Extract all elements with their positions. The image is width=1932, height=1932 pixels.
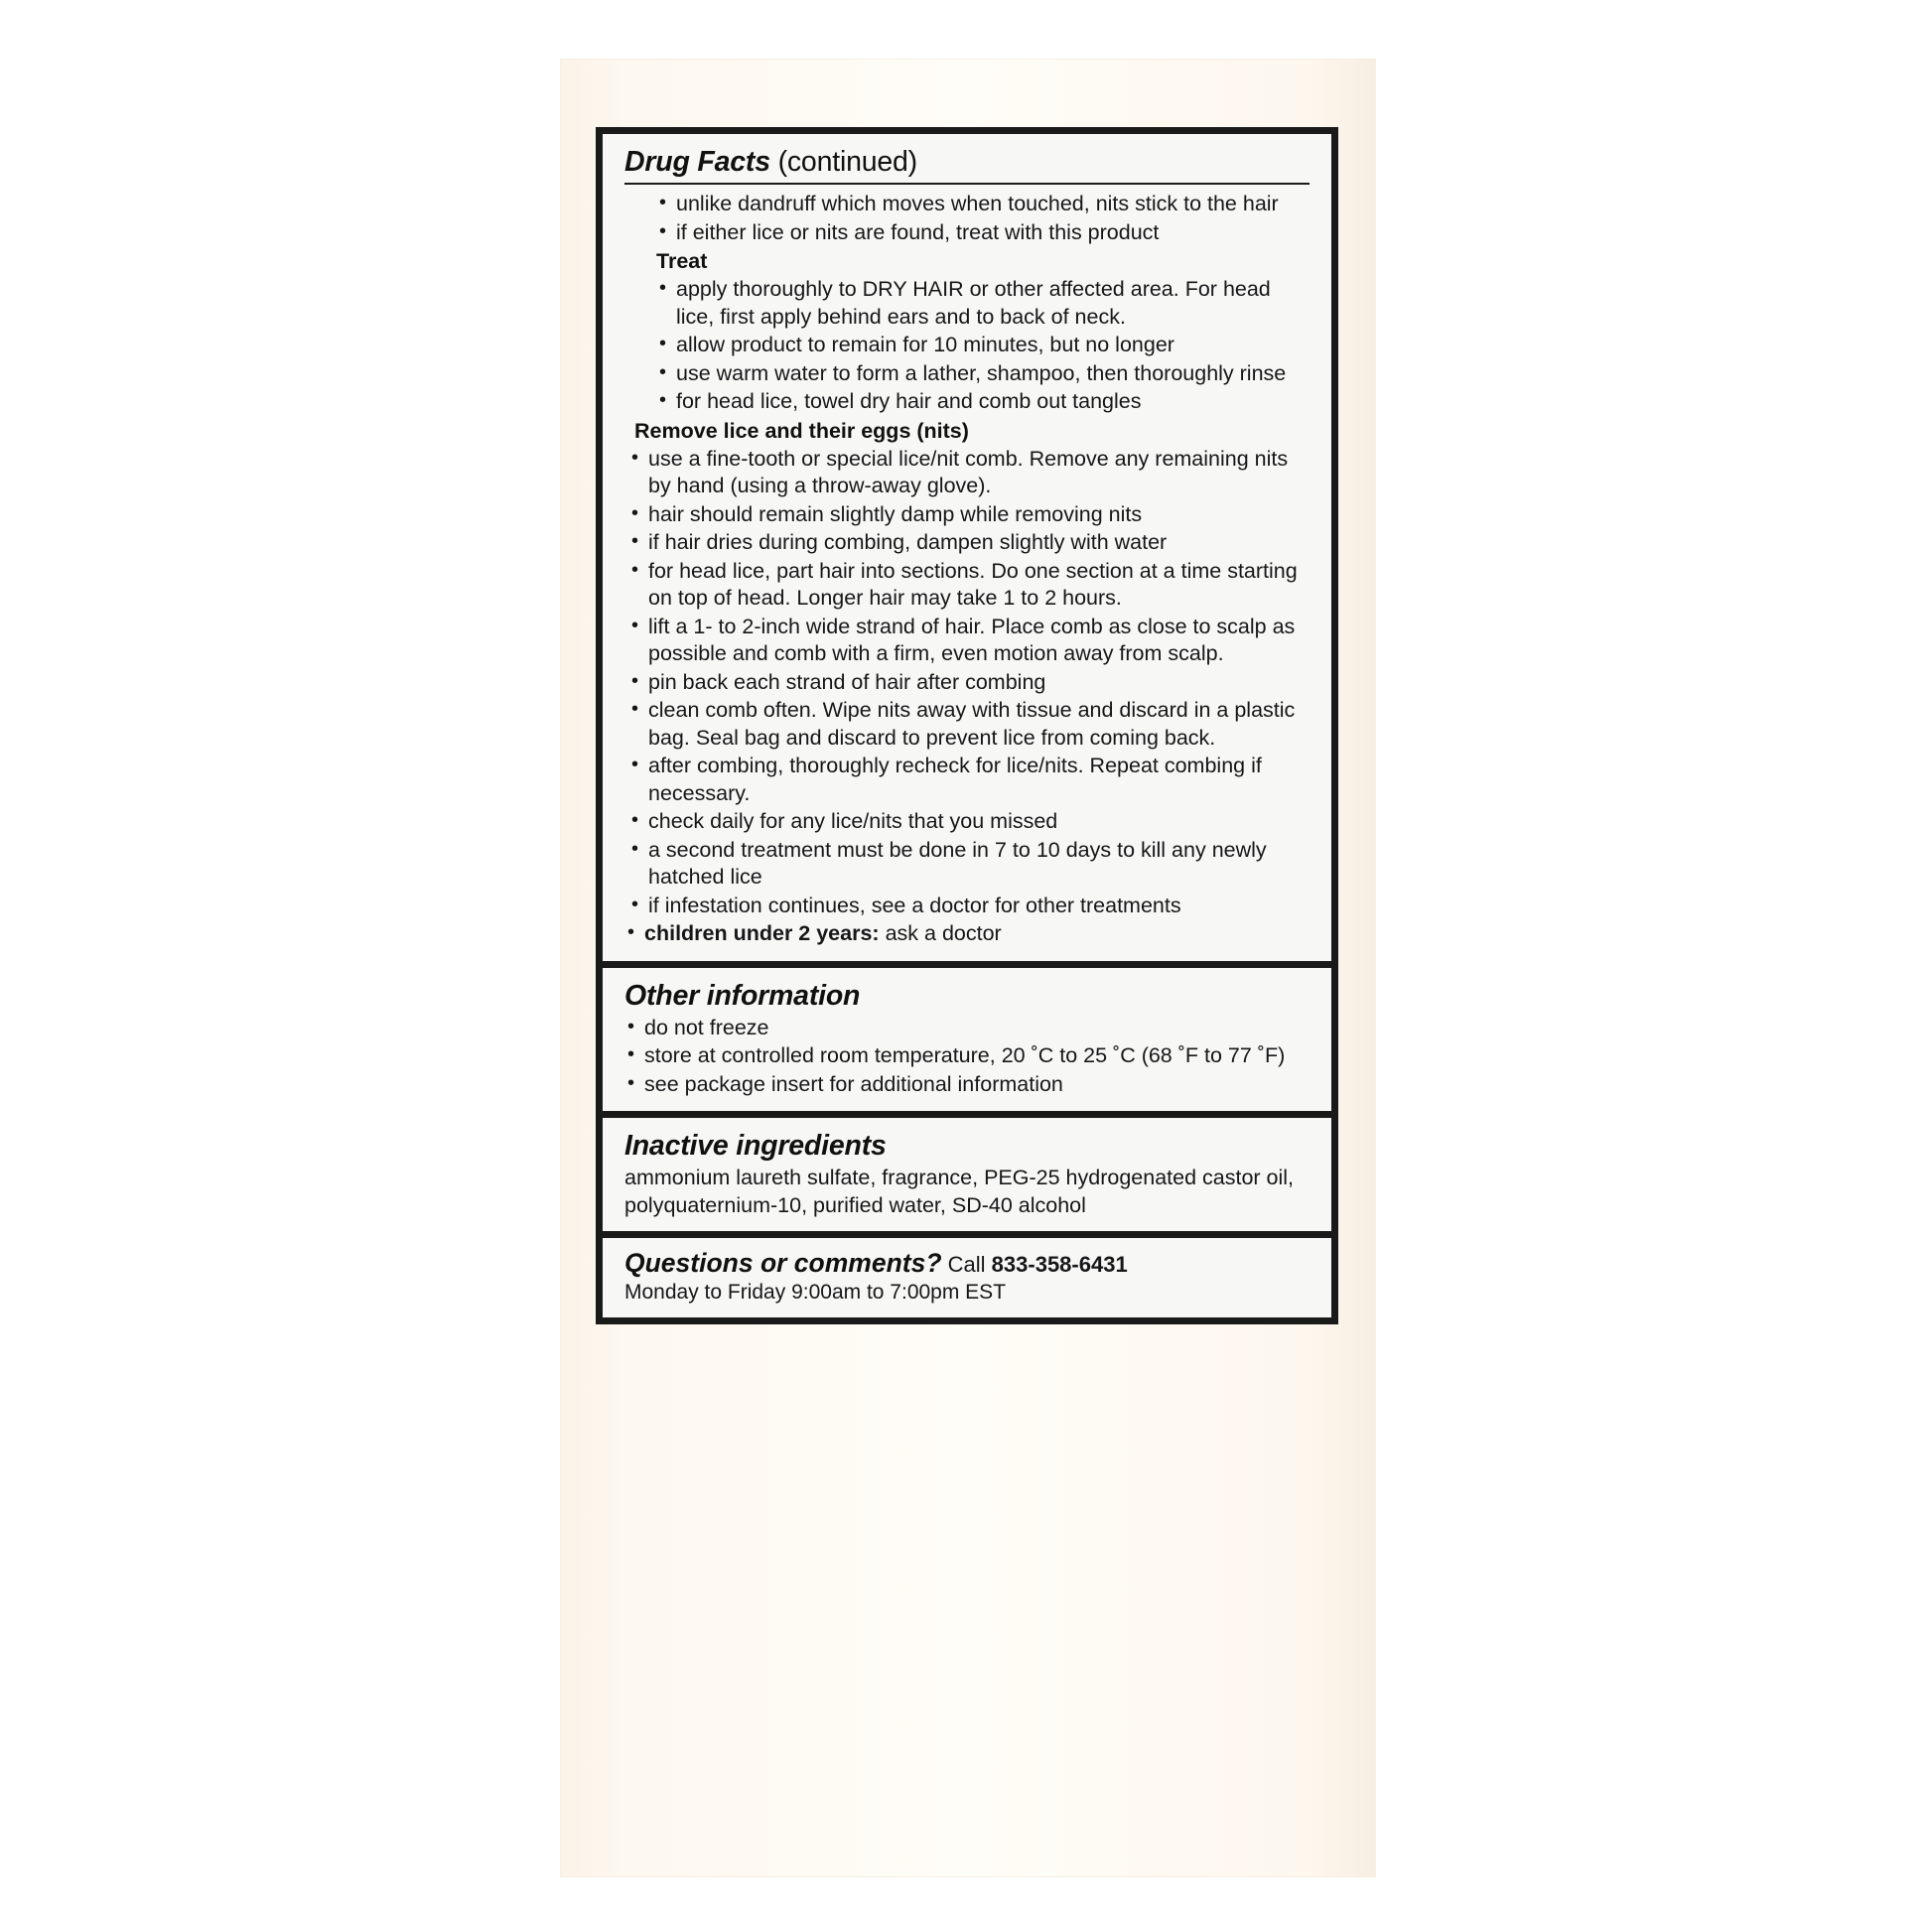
children-under-2-bullet — [624, 920, 1310, 948]
drug-facts-title-suffix: (continued) — [777, 146, 917, 178]
questions-section — [603, 1231, 1331, 1317]
list-item: • for head lice, towel dry hair and comb out tangles — [656, 388, 1310, 416]
drug-facts-title-text: Drug Facts — [624, 146, 770, 178]
list-item — [624, 920, 1310, 948]
list-item: • if hair dries during combing, dampen slightly with water — [628, 529, 1310, 557]
phone-number[interactable]: 833-358-6431 — [991, 1252, 1128, 1277]
list-item: • unlike dandruff which moves when touched, nits stick to the hair — [656, 191, 1310, 218]
list-item: • hair should remain slightly damp while removing nits — [628, 501, 1310, 529]
other-information-title: Other information — [624, 979, 861, 1012]
list-item: • clean comb often. Wipe nits away with tissue and discard in a plastic bag. Seal bag and discard to prevent lice from coming back. — [628, 697, 1310, 752]
list-item: • use warm water to form a lather, shampoo, then thoroughly rinse — [656, 360, 1310, 388]
treat-heading: Treat — [656, 249, 708, 273]
title-rule — [624, 183, 1310, 185]
list-item: • check daily for any lice/nits that you missed — [628, 808, 1310, 836]
other-information-section — [603, 961, 1331, 1112]
inactive-ingredients-title: Inactive ingredients — [624, 1130, 887, 1162]
list-item: • lift a 1- to 2-inch wide strand of hair. Place comb as close to scalp as possible and comb with a firm, even motion away from scalp. — [628, 614, 1310, 668]
remove-lice-bullets — [628, 446, 1310, 920]
list-item: • a second treatment must be done in 7 to 10 days to kill any newly hatched lice — [628, 837, 1310, 892]
list-item: • if infestation continues, see a doctor for other treatments — [628, 893, 1310, 920]
list-item: • allow product to remain for 10 minutes, but no longer — [656, 332, 1310, 359]
list-item: • after combing, thoroughly recheck for lice/nits. Repeat combing if necessary. — [628, 753, 1310, 807]
drug-facts-section — [603, 134, 1331, 961]
directions-top-bullets — [656, 191, 1310, 246]
list-item: • pin back each strand of hair after combing — [628, 669, 1310, 697]
list-item: • see package insert for additional information — [624, 1071, 1310, 1099]
children-under-2-label: children under 2 years: — [644, 921, 880, 945]
questions-call — [942, 1252, 1128, 1277]
drug-facts-title — [624, 146, 1310, 179]
treat-bullets — [656, 276, 1310, 416]
list-item: • for head lice, part hair into sections. Do one section at a time starting on top of head. Longer hair may take 1 to 2 hours. — [628, 558, 1310, 613]
list-item: • if either lice or nits are found, treat with this product — [656, 219, 1310, 247]
list-item: • store at controlled room temperature, 20 ˚C to 25 ˚C (68 ˚F to 77 ˚F) — [624, 1042, 1310, 1070]
list-item: • use a fine-tooth or special lice/nit comb. Remove any remaining nits by hand (using a throw-away glove). — [628, 446, 1310, 500]
inactive-ingredients-section — [603, 1111, 1331, 1231]
call-prefix: Call — [947, 1252, 992, 1277]
drug-facts-label — [596, 127, 1338, 1324]
list-item: • do not freeze — [624, 1015, 1310, 1042]
other-information-bullets — [624, 1015, 1310, 1099]
questions-line — [624, 1248, 1310, 1279]
children-under-2-value: ask a doctor — [885, 921, 1002, 945]
remove-lice-heading: Remove lice and their eggs (nits) — [634, 418, 969, 443]
questions-title: Questions or comments? — [624, 1248, 942, 1278]
list-item: • apply thoroughly to DRY HAIR or other affected area. For head lice, first apply behind ears and to back of neck. — [656, 276, 1310, 331]
questions-hours: Monday to Friday 9:00am to 7:00pm EST — [624, 1281, 1007, 1304]
inactive-ingredients-text: ammonium laureth sulfate, fragrance, PEG-25 hydrogenated castor oil, polyquaternium-10, purified water, SD-40 alcohol — [624, 1166, 1295, 1217]
